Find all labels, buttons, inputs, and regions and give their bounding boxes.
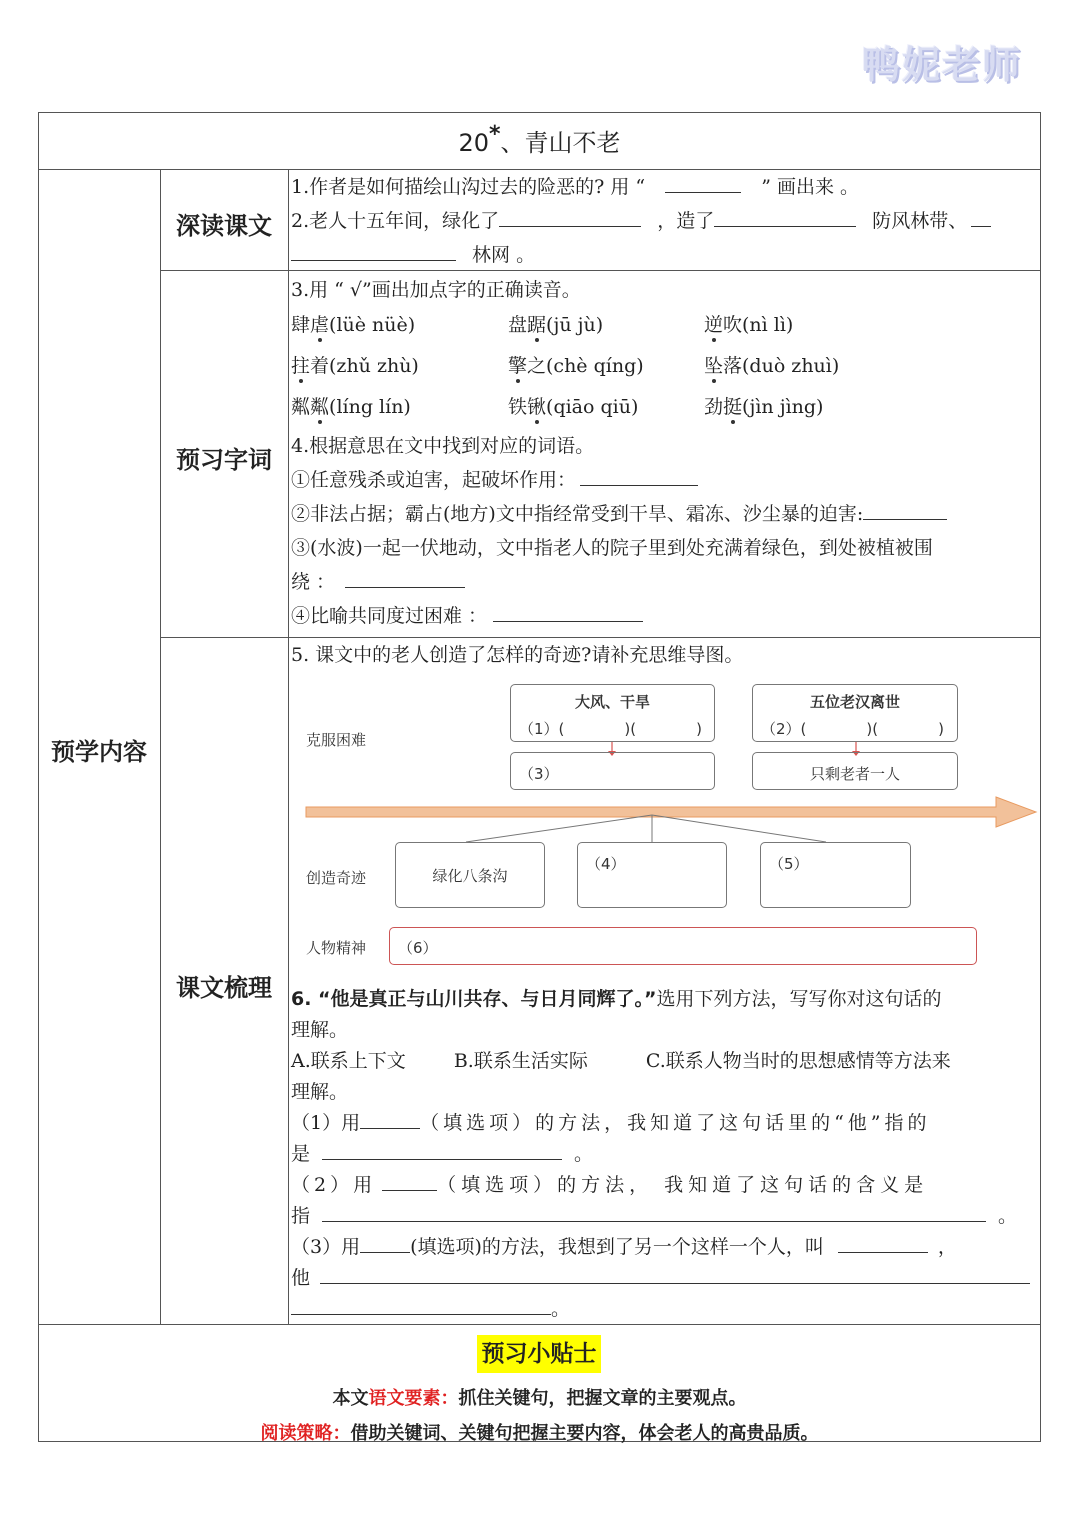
question-6-sub-2: （2）用 （填选项）的方法， 我知道了这句话的含义是 <box>291 1174 929 1196</box>
question-4-item-3-cont: 绕 ： <box>291 569 465 595</box>
question-6-cont: 理解。 <box>291 1019 349 1041</box>
pinyin-item[interactable]: 拄着(zhǔ zhù) <box>291 351 419 378</box>
answer-blank[interactable] <box>345 569 465 588</box>
pinyin-item[interactable]: 铁锹(qiāo qiū) <box>508 392 638 419</box>
pinyin-item[interactable]: 逆吹(nì lì) <box>704 310 793 337</box>
mind-map-box-one-left: 只剩老者一人 <box>752 752 958 790</box>
answer-blank[interactable] <box>322 1141 562 1160</box>
mind-map-box-3[interactable]: （3） <box>510 752 715 790</box>
question-6-sub-1-cont: 是 。 <box>291 1143 594 1165</box>
watermark: 鸭妮老师 <box>862 43 1023 87</box>
question-6-sub-2-cont: 指 。 <box>291 1205 1018 1227</box>
question-6-sub-3: （3）用 (填选项)的方法，我想到了另一个这样一个人，叫 ， <box>291 1236 957 1258</box>
answer-blank[interactable] <box>580 467 698 486</box>
timeline-arrow <box>306 797 1036 827</box>
divider <box>288 169 289 1324</box>
pinyin-item[interactable]: 肆虐(lüè nüè) <box>291 310 415 337</box>
question-4-item-1: ①任意残杀或迫害，起破坏作用： <box>291 467 698 493</box>
answer-blank[interactable] <box>322 1203 986 1222</box>
answer-blank[interactable] <box>838 1234 928 1253</box>
answer-blank[interactable] <box>291 242 456 261</box>
answer-blank[interactable] <box>493 603 643 622</box>
row-label-preview-content: 预学内容 <box>51 738 147 766</box>
question-6-options-cont: 理解。 <box>291 1081 349 1103</box>
question-6-options: A.联系上下文 B.联系生活实际 C.联系人物当时的思想感情等方法来 <box>291 1050 951 1072</box>
question-1: 1.作者是如何描绘山沟过去的险恶的? 用 “ ” 画出来 。 <box>291 176 859 198</box>
page-title: 20*、青山不老 <box>458 122 621 157</box>
question-4-item-2: ②非法占据；霸占(地方)文中指经常受到干旱、霜冻、沙尘暴的迫害: <box>291 501 947 527</box>
question-6: 6. “他是真正与山川共存、与日月同辉了。”选用下列方法，写写你对这句话的 <box>291 988 942 1010</box>
mind-map-box-wind-drought: 大风、干旱 （1）( )( ) <box>510 684 715 742</box>
answer-blank[interactable] <box>971 208 991 227</box>
answer-blank[interactable] <box>320 1265 1030 1284</box>
pinyin-item[interactable]: 坠落(duò zhuì) <box>704 351 839 378</box>
mind-map-box-5[interactable]: （5） <box>760 842 911 908</box>
question-6-sub-1: （1）用 （填选项）的方法，我知道了这句话里的“他”指的 <box>291 1112 931 1134</box>
divider <box>38 169 1041 170</box>
answer-blank[interactable] <box>360 1234 410 1253</box>
divider <box>38 1324 1041 1325</box>
answer-blank[interactable] <box>382 1172 437 1191</box>
mind-map-box-miracle-1: 绿化八条沟 <box>395 842 545 908</box>
answer-blank[interactable] <box>714 208 856 227</box>
connector-line <box>466 815 652 842</box>
pinyin-item[interactable]: 劲挺(jìn jìng) <box>704 392 823 419</box>
answer-blank[interactable] <box>291 1296 551 1315</box>
mind-map-row-miracle: 创造奇迹 <box>306 869 367 887</box>
question-2: 2.老人十五年间，绿化了 ，造了 防风林带、 <box>291 208 991 234</box>
answer-blank[interactable] <box>863 501 947 520</box>
pinyin-item[interactable]: 粼粼(líng lín) <box>291 392 411 419</box>
tips-title: 预习小贴士 <box>477 1335 601 1373</box>
divider <box>160 270 1041 271</box>
question-5-instruction: 5. 课文中的老人创造了怎样的奇迹?请补充思维导图。 <box>291 644 744 666</box>
tip-line-1: 本文语文要素：抓住关键句，把握文章的主要观点。 <box>332 1388 747 1409</box>
question-6-sub-3-cont2: 。 <box>291 1296 570 1322</box>
question-4-item-4: ④比喻共同度过困难 ： <box>291 603 643 629</box>
section-label-sort-text: 课文梳理 <box>176 974 272 1002</box>
pinyin-item[interactable]: 擎之(chè qíng) <box>508 351 644 378</box>
mind-map-box-6[interactable]: （6） <box>389 927 977 965</box>
mind-map-row-overcome: 克服困难 <box>306 731 367 749</box>
section-label-deep-read: 深读课文 <box>176 212 272 240</box>
divider <box>160 637 1041 638</box>
answer-blank[interactable] <box>360 1110 420 1129</box>
answer-blank[interactable] <box>499 208 641 227</box>
question-6-sub-3-cont: 他 <box>291 1265 1030 1291</box>
mind-map-box-elders: 五位老汉离世 （2）( )( ) <box>752 684 958 742</box>
mind-map-row-spirit: 人物精神 <box>306 939 367 957</box>
question-4-item-3: ③(水波)一起一伏地动，文中指老人的院子里到处充满着绿色，到处被植被围 <box>291 537 933 559</box>
divider <box>160 169 161 1324</box>
tip-line-2: 阅读策略：借助关键词、关键句把握主要内容，体会老人的高贵品质。 <box>260 1423 819 1444</box>
mind-map-box-4[interactable]: （4） <box>577 842 727 908</box>
pinyin-item[interactable]: 盘踞(jū jù) <box>508 310 603 337</box>
question-4-instruction: 4.根据意思在文中找到对应的词语。 <box>291 435 595 457</box>
answer-blank[interactable] <box>665 174 741 193</box>
section-label-preview-words: 预习字词 <box>176 446 272 474</box>
question-2-cont: 林网 。 <box>291 242 535 268</box>
question-3-instruction: 3.用 “ √”画出加点字的正确读音。 <box>291 279 581 301</box>
connector-line <box>652 815 826 842</box>
